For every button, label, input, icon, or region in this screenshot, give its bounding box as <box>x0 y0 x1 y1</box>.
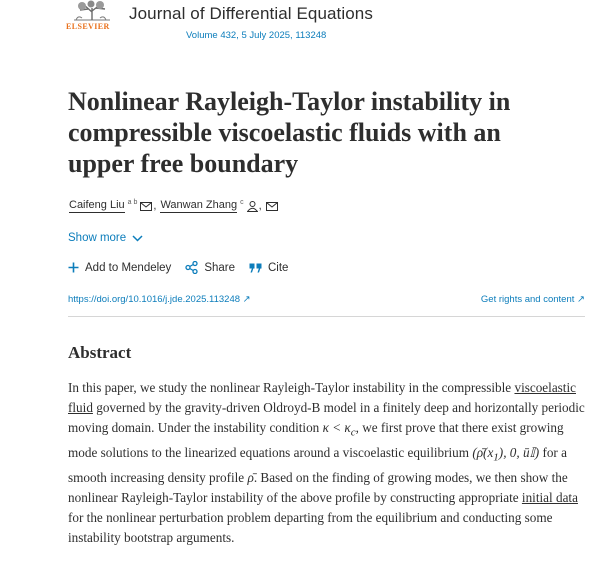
author-affiliations[interactable]: a b <box>127 198 138 206</box>
external-link-icon: ↗ <box>242 294 251 305</box>
math-density: ρ̄ <box>247 469 254 485</box>
abstract-heading: Abstract <box>68 343 132 362</box>
abstract-segment: for the nonlinear perturbation problem departing from the equilibrium and conducting some instability bootstrap arguments. <box>68 509 553 545</box>
link-row <box>68 294 585 305</box>
author-name[interactable]: Caifeng Liu <box>69 199 125 211</box>
mendeley-label: Add to Mendeley <box>85 261 172 274</box>
math-text: ), 0, ū𝕀) <box>498 444 540 460</box>
share-icon <box>185 261 198 274</box>
divider <box>68 316 585 317</box>
author-list <box>69 199 278 213</box>
elsevier-tree-icon <box>70 0 114 21</box>
doi-text: https://doi.org/10.1016/j.jde.2025.113248 <box>68 294 241 305</box>
article-title: Nonlinear Rayleigh-Taylor instability in compressible viscoelastic fluids with an upper free boundary <box>68 87 511 178</box>
initial-data-link[interactable]: initial data <box>521 489 578 505</box>
external-link-icon: ↗ <box>577 294 585 305</box>
math-equilibrium <box>472 444 540 464</box>
mail-icon[interactable] <box>266 202 278 211</box>
show-more-label: Show more <box>68 232 127 244</box>
elsevier-logo[interactable] <box>66 0 118 34</box>
abstract-segment: . Based on the finding of growing modes, we then show the nonlinear Rayleigh-Taylor instability of the above profile by constructing appropriate <box>68 469 568 505</box>
math-text: (ρ̄(x <box>472 444 494 460</box>
math-condition <box>322 420 356 439</box>
author-affiliations[interactable]: c <box>240 198 244 206</box>
abstract-text <box>68 378 588 548</box>
viscoelastic-fluid-link[interactable]: viscoelastic fluid <box>68 380 576 416</box>
doi-link[interactable] <box>68 294 251 305</box>
journal-volume-link[interactable]: Volume 432, 5 July 2025, 113248 <box>186 30 327 41</box>
share-label: Share <box>204 261 235 274</box>
author-name[interactable]: Wanwan Zhang <box>160 199 238 211</box>
article-actions <box>68 261 302 274</box>
journal-title[interactable]: Journal of Differential Equations <box>129 4 373 23</box>
chevron-down-icon <box>132 235 143 242</box>
rights-link[interactable] <box>481 294 585 305</box>
add-to-mendeley-button[interactable] <box>68 262 171 274</box>
rights-text: Get rights and content <box>480 294 575 305</box>
abstract-segment: In this paper, we study the nonlinear Rayleigh-Taylor instability in the compressible <box>68 380 512 395</box>
math-subscript: c <box>350 426 356 439</box>
show-more-button[interactable] <box>68 232 143 244</box>
math-subscript: 1 <box>493 451 499 464</box>
cite-label: Cite <box>268 261 289 274</box>
person-icon[interactable] <box>247 201 258 212</box>
mail-icon[interactable] <box>140 202 152 211</box>
abstract-segment: governed by the gravity-driven Oldroyd-B model in a finitely deep and horizontally periodic moving domain. Under the instability condition <box>68 400 585 436</box>
cite-button[interactable] <box>249 262 288 274</box>
math-text: κ < κ <box>322 420 351 436</box>
abstract-segment: for a smooth increasing density profile <box>68 444 567 485</box>
author-separator: , <box>153 200 157 212</box>
share-button[interactable] <box>185 261 235 274</box>
quote-icon <box>249 263 262 273</box>
plus-icon <box>68 262 79 273</box>
logo-text: ELSEVIER <box>66 22 110 31</box>
abstract-segment: , we first prove that there exist growing mode solutions to the linearized equations around a viscoelastic equilibrium <box>68 420 564 460</box>
author-separator: , <box>258 200 262 212</box>
